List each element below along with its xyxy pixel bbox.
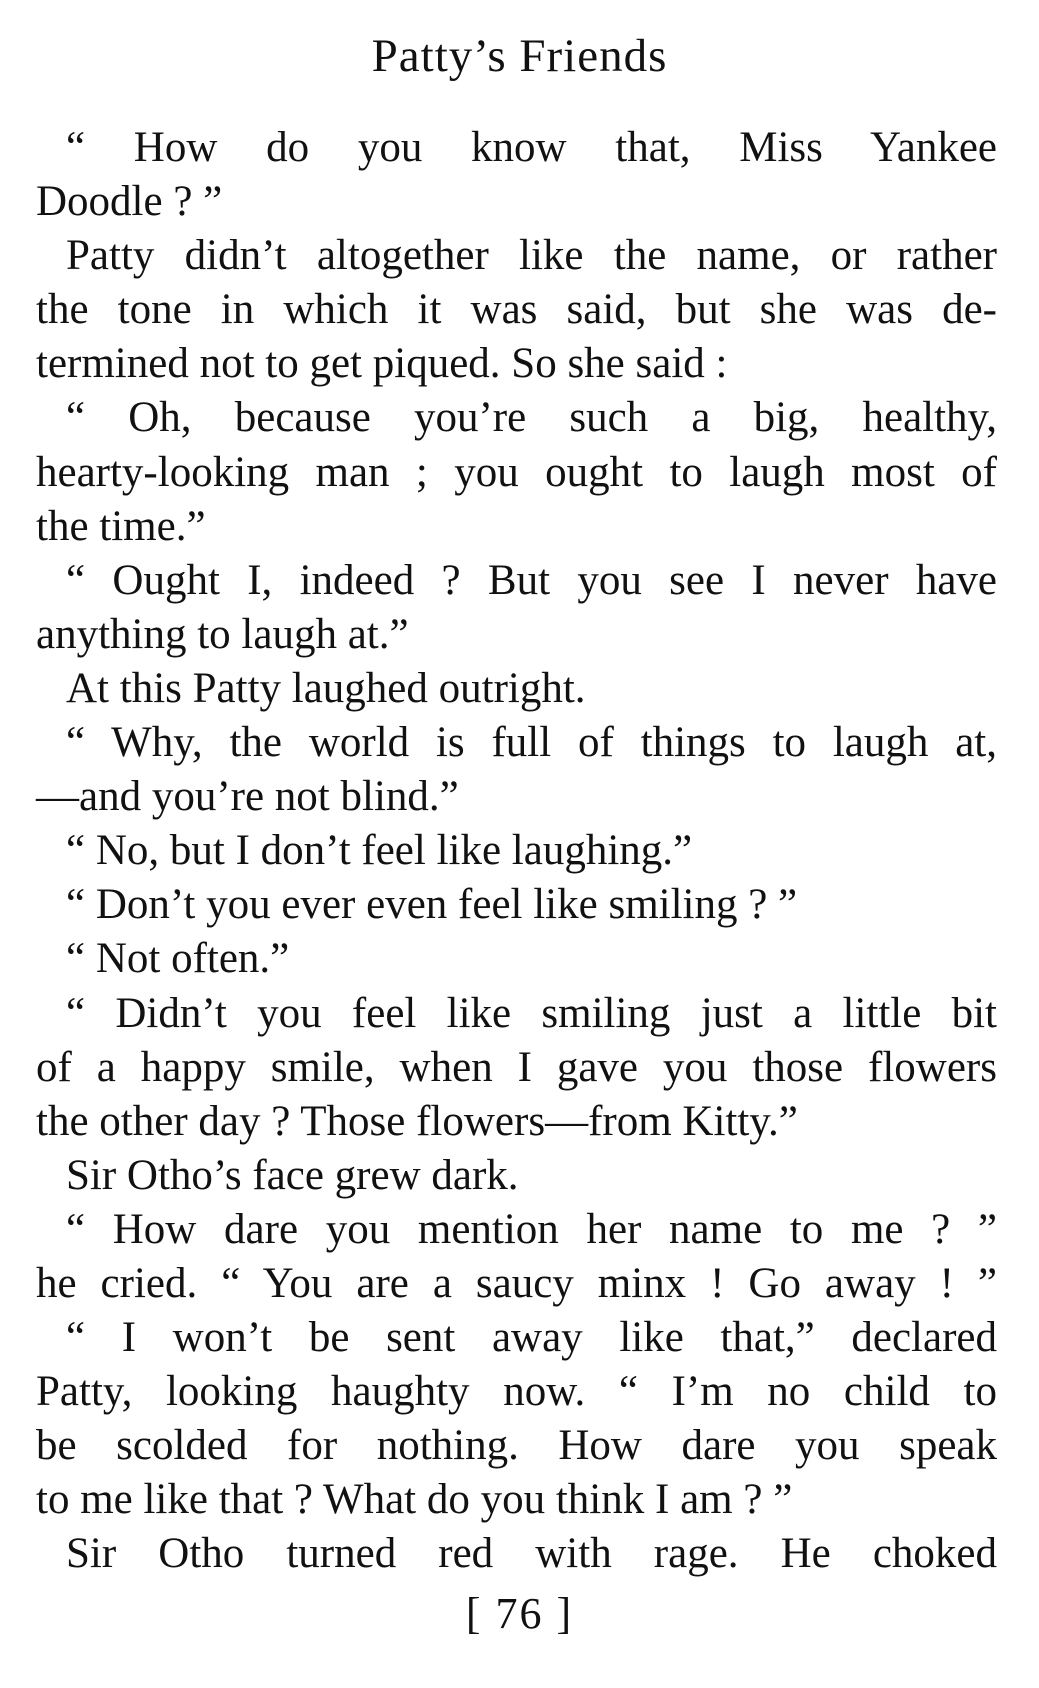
text-line: Doodle ? ” <box>36 178 223 226</box>
text-line: “ Why, the world is full of things to laugh at, <box>66 719 997 767</box>
text-line: hearty-looking man ; you ought to laugh most of <box>36 448 997 496</box>
text-line: termined not to get piqued. So she said : <box>36 340 728 388</box>
running-head: Patty’s Friends <box>371 30 668 82</box>
text-line: he cried. “ You are a saucy minx ! Go away ! ” <box>36 1259 997 1307</box>
text-line: of a happy smile, when I gave you those flowers <box>36 1043 997 1091</box>
text-line: to me like that ? What do you think I am ? ” <box>36 1476 793 1524</box>
page-number: [ 76 ] <box>465 1589 574 1638</box>
text-line: the tone in which it was said, but she was de- <box>36 286 997 334</box>
text-line: Sir Otho’s face grew dark. <box>66 1151 519 1199</box>
text-line: “ Not often.” <box>66 935 290 983</box>
text-line: “ Ought I, indeed ? But you see I never have <box>66 556 997 604</box>
body-text <box>36 121 997 1582</box>
text-line: “ Oh, because you’re such a big, healthy, <box>66 394 997 442</box>
text-line: “ How do you know that, Miss Yankee <box>66 124 997 171</box>
text-line: anything to laugh at.” <box>36 610 409 658</box>
text-line: —and you’re not blind.” <box>36 773 459 821</box>
text-line: the time.” <box>36 502 206 550</box>
text-line: “ I won’t be sent away like that,” declared <box>66 1314 997 1362</box>
text-line: “ Don’t you ever even feel like smiling ? ” <box>66 881 798 929</box>
text-line: be scolded for nothing. How dare you speak <box>36 1422 997 1470</box>
text-line: the other day ? Those flowers—from Kitty.” <box>36 1097 798 1145</box>
text-line: At this Patty laughed outright. <box>66 664 586 712</box>
text-line: “ How dare you mention her name to me ? ” <box>66 1205 997 1253</box>
text-line: Patty, looking haughty now. “ I’m no child to <box>36 1368 997 1416</box>
text-line: Sir Otho turned red with rage. He choked <box>66 1530 997 1578</box>
text-line: “ No, but I don’t feel like laughing.” <box>66 827 693 875</box>
text-line: Patty didn’t altogether like the name, or rather <box>66 232 997 280</box>
text-line: “ Didn’t you feel like smiling just a little bit <box>66 989 997 1037</box>
